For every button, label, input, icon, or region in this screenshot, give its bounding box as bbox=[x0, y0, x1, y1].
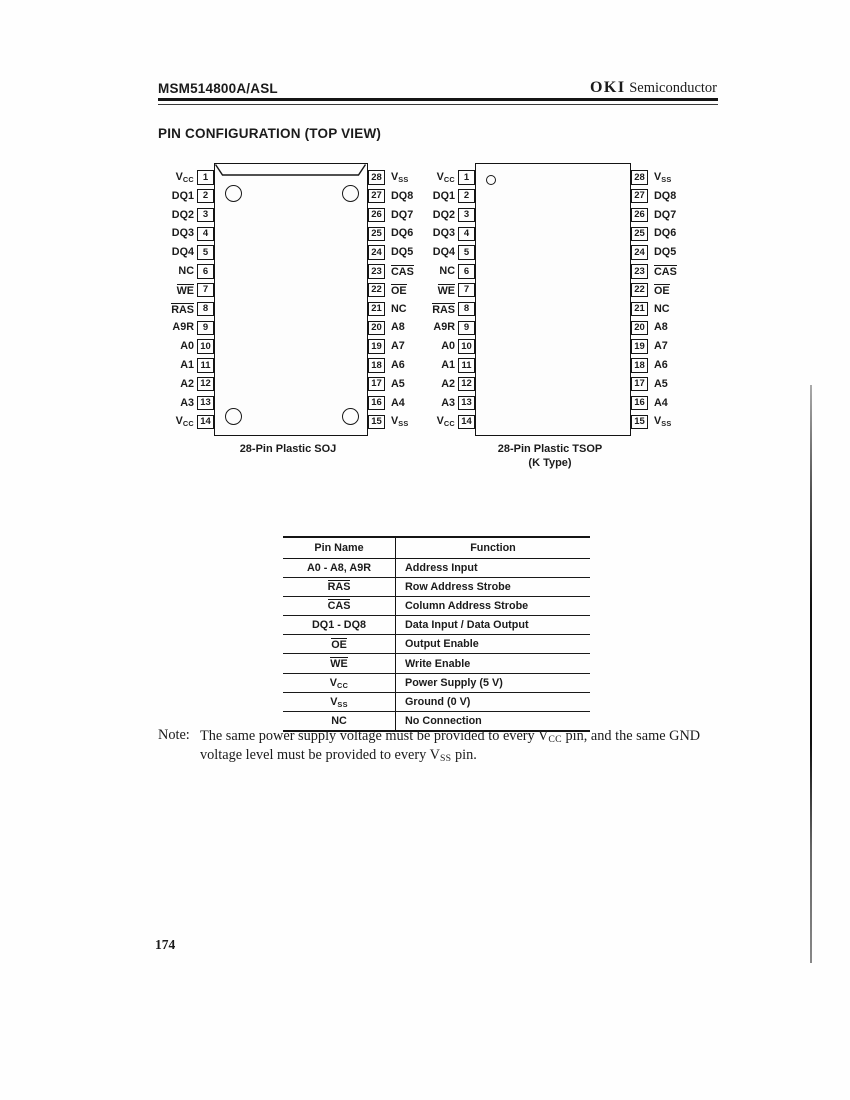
pin-number-box: 9 bbox=[197, 321, 214, 336]
pin-number-box: 2 bbox=[458, 189, 475, 204]
pin-name: DQ2 bbox=[171, 208, 194, 221]
pin-row bbox=[415, 187, 475, 206]
pin-number-box: 6 bbox=[197, 264, 214, 279]
pin-number-box: 19 bbox=[631, 339, 648, 354]
header-pin-name: Pin Name bbox=[283, 538, 396, 558]
pin-name: WE bbox=[437, 284, 455, 297]
pin-number-box: 7 bbox=[197, 283, 214, 298]
scan-artifact-line bbox=[810, 385, 812, 963]
pin-name: DQ1 bbox=[432, 189, 455, 202]
table-row bbox=[283, 597, 590, 616]
soj-package-body bbox=[214, 163, 368, 436]
pin-name: VCC bbox=[436, 171, 455, 184]
function-cell: Ground (0 V) bbox=[405, 695, 471, 708]
pin-number-box: 2 bbox=[197, 189, 214, 204]
pin-name: VSS bbox=[654, 415, 672, 429]
pin-number-box: 21 bbox=[631, 302, 648, 317]
pin-name: A4 bbox=[391, 396, 405, 409]
pin-name-cell bbox=[283, 674, 396, 692]
pin-name: DQ1 bbox=[171, 189, 194, 202]
pin-name: RAS bbox=[432, 303, 455, 316]
pin-name: VCC bbox=[175, 415, 194, 429]
pin-number-box: 20 bbox=[368, 321, 385, 336]
table-row bbox=[283, 578, 590, 597]
table-row bbox=[283, 559, 590, 578]
pin-name: OE bbox=[331, 638, 347, 651]
pin-name: DQ8 bbox=[391, 189, 414, 202]
pin-name-cell bbox=[283, 616, 396, 634]
pin-name: A8 bbox=[654, 321, 668, 334]
pin-row bbox=[631, 356, 694, 375]
pin-number-box: 4 bbox=[197, 227, 214, 242]
pin-row bbox=[631, 337, 694, 356]
pin-name: DQ5 bbox=[391, 246, 414, 259]
mold-circle-bottom-right bbox=[342, 408, 359, 425]
pin-row bbox=[415, 300, 475, 319]
pin-name: WE bbox=[176, 284, 194, 297]
pin-number-box: 24 bbox=[631, 245, 648, 260]
pin-number-box: 1 bbox=[197, 170, 214, 185]
pin-row bbox=[415, 337, 475, 356]
pin-number-box: 11 bbox=[197, 358, 214, 373]
pin-row bbox=[154, 168, 214, 187]
pin-row bbox=[415, 206, 475, 225]
pin-name: DQ2 bbox=[432, 208, 455, 221]
pin-name-cell bbox=[283, 597, 396, 615]
pin-number-box: 13 bbox=[458, 396, 475, 411]
function-cell: Column Address Strobe bbox=[405, 599, 529, 612]
pin-name-cell bbox=[283, 578, 396, 596]
pin-row bbox=[154, 375, 214, 394]
pin-row bbox=[631, 206, 694, 225]
pin-row bbox=[415, 412, 475, 431]
function-cell: No Connection bbox=[405, 715, 482, 728]
pin-name: A7 bbox=[654, 340, 668, 353]
pin-row bbox=[631, 168, 694, 187]
pin-function-table bbox=[283, 536, 590, 732]
header-rule bbox=[158, 98, 718, 105]
pin-row bbox=[415, 356, 475, 375]
pin-name: VCC bbox=[329, 676, 349, 690]
doc-part-number: MSM514800A/ASL bbox=[158, 81, 278, 96]
pin-number-box: 16 bbox=[631, 396, 648, 411]
section-title: PIN CONFIGURATION (TOP VIEW) bbox=[158, 126, 382, 141]
pin-name: DQ8 bbox=[654, 189, 677, 202]
pin-number-box: 3 bbox=[197, 208, 214, 223]
pin-row bbox=[631, 224, 694, 243]
table-row bbox=[283, 693, 590, 712]
pin-row bbox=[415, 281, 475, 300]
pin-name-cell bbox=[283, 654, 396, 672]
tsop-right-pin-column bbox=[631, 163, 694, 431]
pin-row bbox=[154, 337, 214, 356]
pin-number-box: 20 bbox=[631, 321, 648, 336]
pin-number-box: 27 bbox=[368, 189, 385, 204]
pin-number-box: 22 bbox=[631, 283, 648, 298]
pin-name: WE bbox=[330, 658, 348, 671]
function-cell: Write Enable bbox=[405, 657, 471, 670]
pin-name: VCC bbox=[175, 171, 194, 184]
pin-row bbox=[154, 300, 214, 319]
pin-row bbox=[154, 394, 214, 413]
package-diagram-tsop bbox=[415, 163, 694, 471]
pin-name: VSS bbox=[391, 415, 409, 429]
package-diagram-soj bbox=[154, 163, 431, 457]
pin-number-box: 8 bbox=[458, 302, 475, 317]
pin-row bbox=[631, 243, 694, 262]
pin-number-box: 15 bbox=[368, 415, 385, 430]
pin-number-box: 8 bbox=[197, 302, 214, 317]
pin-name: DQ7 bbox=[391, 208, 414, 221]
pin-number-box: 9 bbox=[458, 321, 475, 336]
pin-name: A5 bbox=[654, 377, 668, 390]
pin-name: NC bbox=[439, 264, 455, 277]
pin-row bbox=[631, 394, 694, 413]
pin-number-box: 24 bbox=[368, 245, 385, 260]
pin-name: DQ4 bbox=[432, 246, 455, 259]
pin1-index-dot bbox=[486, 175, 496, 185]
pin-row bbox=[415, 224, 475, 243]
soj-top-bevel bbox=[215, 164, 366, 184]
pin-name: RAS bbox=[327, 581, 351, 594]
pin-name: A0 bbox=[180, 340, 194, 353]
pin-number-box: 17 bbox=[368, 377, 385, 392]
pin-number-box: 26 bbox=[631, 208, 648, 223]
tsop-package-body bbox=[475, 163, 631, 436]
pin-number-box: 27 bbox=[631, 189, 648, 204]
pin-row bbox=[415, 243, 475, 262]
pin-name: NC bbox=[178, 264, 194, 277]
pin-number-box: 15 bbox=[631, 415, 648, 430]
function-cell: Address Input bbox=[405, 561, 478, 574]
pin-number-box: 23 bbox=[368, 264, 385, 279]
pin-number-box: 17 bbox=[631, 377, 648, 392]
page-number: 174 bbox=[155, 937, 176, 952]
pin-name: DQ3 bbox=[432, 227, 455, 240]
pin-name: VCC bbox=[436, 415, 455, 429]
pin-name: A5 bbox=[391, 377, 405, 390]
pin-number-box: 25 bbox=[631, 227, 648, 242]
pin-number-box: 10 bbox=[197, 339, 214, 354]
pin-number-box: 21 bbox=[368, 302, 385, 317]
function-cell: Data Input / Data Output bbox=[405, 619, 529, 632]
pin-name: DQ7 bbox=[654, 208, 677, 221]
pin-row bbox=[631, 318, 694, 337]
pin-name: CAS bbox=[654, 265, 677, 278]
note-text: The same power supply voltage must be provided to every VCC pin, and the same GND voltage level must be provided to every VSS pin. bbox=[200, 728, 701, 764]
brand-header bbox=[590, 79, 717, 97]
pin-number-box: 26 bbox=[368, 208, 385, 223]
pin-number-box: 12 bbox=[458, 377, 475, 392]
pin-name: A3 bbox=[180, 396, 194, 409]
pin-name-cell bbox=[283, 693, 396, 711]
pin-name: A0 - A8, A9R bbox=[307, 561, 371, 574]
pin-number-box: 16 bbox=[368, 396, 385, 411]
pin-name: OE bbox=[391, 284, 407, 297]
pin-name: A6 bbox=[654, 358, 668, 371]
function-cell: Output Enable bbox=[405, 638, 479, 651]
pin-name: VSS bbox=[391, 171, 409, 184]
pin-name: A0 bbox=[441, 340, 455, 353]
mold-circle-top-left bbox=[225, 185, 242, 202]
pin-name: DQ3 bbox=[171, 227, 194, 240]
pin-name-cell bbox=[283, 635, 396, 653]
pin-row bbox=[154, 281, 214, 300]
pin-name: A3 bbox=[441, 396, 455, 409]
pin-number-box: 18 bbox=[631, 358, 648, 373]
pin-name: A9R bbox=[433, 321, 455, 334]
pin-number-box: 3 bbox=[458, 208, 475, 223]
table-row bbox=[283, 654, 590, 673]
pin-name: NC bbox=[654, 302, 670, 315]
pin-name: NC bbox=[331, 715, 347, 728]
pin-number-box: 28 bbox=[631, 170, 648, 185]
pin-name: DQ5 bbox=[654, 246, 677, 259]
pin-name: VSS bbox=[429, 746, 452, 764]
header-function: Function bbox=[470, 541, 516, 554]
function-cell: Power Supply (5 V) bbox=[405, 676, 503, 689]
pin-row bbox=[631, 300, 694, 319]
pin-name: CAS bbox=[327, 600, 351, 613]
pin-number-box: 12 bbox=[197, 377, 214, 392]
pin-name: A7 bbox=[391, 340, 405, 353]
pin-row bbox=[415, 394, 475, 413]
pin-number-box: 5 bbox=[458, 245, 475, 260]
table-row bbox=[283, 616, 590, 635]
table-header-row bbox=[283, 538, 590, 559]
pin-number-box: 18 bbox=[368, 358, 385, 373]
pin-row bbox=[154, 356, 214, 375]
pin-name: CAS bbox=[391, 265, 414, 278]
pin-row bbox=[154, 243, 214, 262]
pin-name: A2 bbox=[441, 377, 455, 390]
pin-row bbox=[631, 187, 694, 206]
pin-name: A2 bbox=[180, 377, 194, 390]
pin-number-box: 10 bbox=[458, 339, 475, 354]
pin-row bbox=[154, 412, 214, 431]
pin-number-box: 11 bbox=[458, 358, 475, 373]
pin-number-box: 6 bbox=[458, 264, 475, 279]
pin-name: NC bbox=[391, 302, 407, 315]
mold-circle-top-right bbox=[342, 185, 359, 202]
pin-name: DQ6 bbox=[391, 227, 414, 240]
soj-left-pin-column bbox=[154, 163, 214, 431]
pin-number-box: 25 bbox=[368, 227, 385, 242]
pin-name: A8 bbox=[391, 321, 405, 334]
pin-name: RAS bbox=[171, 303, 194, 316]
pin-number-box: 14 bbox=[458, 415, 475, 430]
pin-row bbox=[154, 224, 214, 243]
pin-row bbox=[415, 375, 475, 394]
pin-row bbox=[631, 375, 694, 394]
pin-row bbox=[154, 187, 214, 206]
pin-name: VCC bbox=[538, 728, 562, 745]
table-row bbox=[283, 674, 590, 693]
pin-name: A9R bbox=[172, 321, 194, 334]
brand-suffix: Semiconductor bbox=[625, 80, 717, 96]
pin-row bbox=[154, 206, 214, 225]
pin-name: DQ1 - DQ8 bbox=[312, 619, 366, 632]
pin-number-box: 7 bbox=[458, 283, 475, 298]
pin-row bbox=[631, 262, 694, 281]
pin-name: A1 bbox=[441, 358, 455, 371]
pin-number-box: 23 bbox=[631, 264, 648, 279]
pin-row bbox=[415, 262, 475, 281]
pin-number-box: 5 bbox=[197, 245, 214, 260]
mold-circle-bottom-left bbox=[225, 408, 242, 425]
pin-number-box: 4 bbox=[458, 227, 475, 242]
pin-name: A6 bbox=[391, 358, 405, 371]
soj-caption: 28-Pin Plastic SOJ bbox=[239, 443, 337, 455]
pin-number-box: 13 bbox=[197, 396, 214, 411]
pin-row bbox=[631, 281, 694, 300]
tsop-caption: 28-Pin Plastic TSOP (K Type) bbox=[497, 443, 603, 469]
note-label: Note: bbox=[158, 727, 190, 743]
pin-number-box: 14 bbox=[197, 415, 214, 430]
pin-name: A4 bbox=[654, 396, 668, 409]
function-cell: Row Address Strobe bbox=[405, 580, 511, 593]
pin-name: DQ6 bbox=[654, 227, 677, 240]
brand-logo: OKI bbox=[589, 79, 626, 96]
pin-name: DQ4 bbox=[171, 246, 194, 259]
pin-row bbox=[415, 168, 475, 187]
tsop-left-pin-column bbox=[415, 163, 475, 431]
pin-name-cell bbox=[283, 559, 396, 577]
pin-row bbox=[631, 412, 694, 431]
pin-number-box: 19 bbox=[368, 339, 385, 354]
pin-name: VSS bbox=[330, 695, 348, 709]
pin-name: VSS bbox=[654, 171, 672, 184]
pin-number-box: 28 bbox=[368, 170, 385, 185]
pin-name: OE bbox=[654, 284, 670, 297]
pin-row bbox=[415, 318, 475, 337]
pin-row bbox=[154, 262, 214, 281]
table-row bbox=[283, 635, 590, 654]
pin-name: A1 bbox=[180, 358, 194, 371]
pin-number-box: 1 bbox=[458, 170, 475, 185]
pin-number-box: 22 bbox=[368, 283, 385, 298]
pin-row bbox=[154, 318, 214, 337]
